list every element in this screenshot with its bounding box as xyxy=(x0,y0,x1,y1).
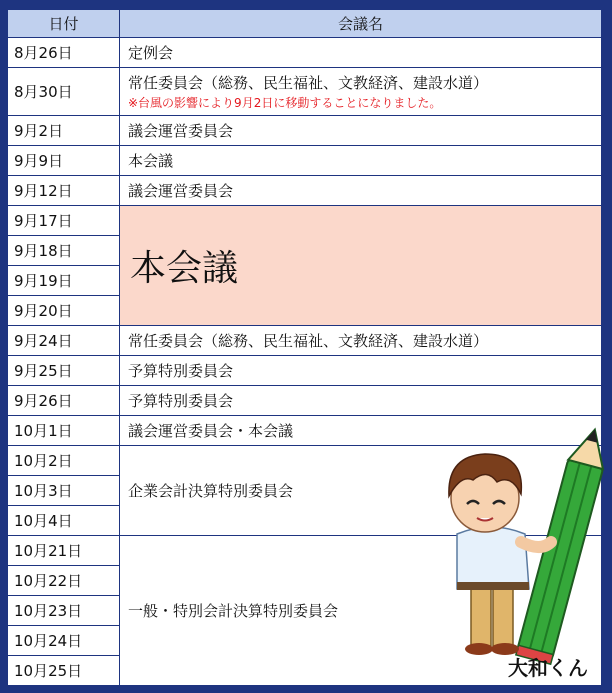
date-cell: 9月12日 xyxy=(8,176,120,206)
plenary-session-cell: 本会議 xyxy=(120,206,602,326)
header-date: 日付 xyxy=(8,10,120,38)
meeting-name-cell: 予算特別委員会 xyxy=(120,356,602,386)
meeting-name-cell: 常任委員会（総務、民生福祉、文教経済、建設水道） xyxy=(120,326,602,356)
meeting-name-cell: 予算特別委員会 xyxy=(120,386,602,416)
date-cell: 9月9日 xyxy=(8,146,120,176)
date-cell: 9月25日 xyxy=(8,356,120,386)
meeting-name-cell xyxy=(120,68,602,116)
date-cell: 9月26日 xyxy=(8,386,120,416)
meeting-name-cell: 議会運営委員会 xyxy=(120,176,602,206)
meeting-name-cell: 本会議 xyxy=(120,146,602,176)
date-cell: 9月17日 xyxy=(8,206,120,236)
meeting-name-cell: 議会運営委員会 xyxy=(120,116,602,146)
general-accounts-committee-cell: 一般・特別会計決算特別委員会 xyxy=(120,536,602,685)
date-cell: 10月21日 xyxy=(8,536,120,566)
meeting-name-cell: 議会運営委員会・本会議 xyxy=(120,416,602,446)
date-cell: 10月1日 xyxy=(8,416,120,446)
mascot-illustration xyxy=(413,424,608,689)
date-cell: 9月19日 xyxy=(8,266,120,296)
date-cell: 10月25日 xyxy=(8,656,120,685)
date-cell: 10月22日 xyxy=(8,566,120,596)
meeting-name: 常任委員会（総務、民生福祉、文教経済、建設水道） xyxy=(128,74,489,92)
date-cell: 9月2日 xyxy=(8,116,120,146)
mascot-label: 大和くん xyxy=(508,656,588,680)
date-cell: 10月2日 xyxy=(8,446,120,476)
date-cell: 8月30日 xyxy=(8,68,120,116)
meeting-name-cell: 定例会 xyxy=(120,38,602,68)
date-cell: 9月24日 xyxy=(8,326,120,356)
date-cell: 9月20日 xyxy=(8,296,120,326)
postponement-note: ※台風の影響により9月2日に移動することになりました。 xyxy=(128,96,442,110)
header-meeting-name: 会議名 xyxy=(120,10,602,38)
date-cell: 10月23日 xyxy=(8,596,120,626)
date-cell: 8月26日 xyxy=(8,38,120,68)
enterprise-accounts-committee-cell: 企業会計決算特別委員会 xyxy=(120,446,602,536)
date-cell: 10月24日 xyxy=(8,626,120,656)
date-cell: 10月3日 xyxy=(8,476,120,506)
date-cell: 9月18日 xyxy=(8,236,120,266)
date-cell: 10月4日 xyxy=(8,506,120,536)
